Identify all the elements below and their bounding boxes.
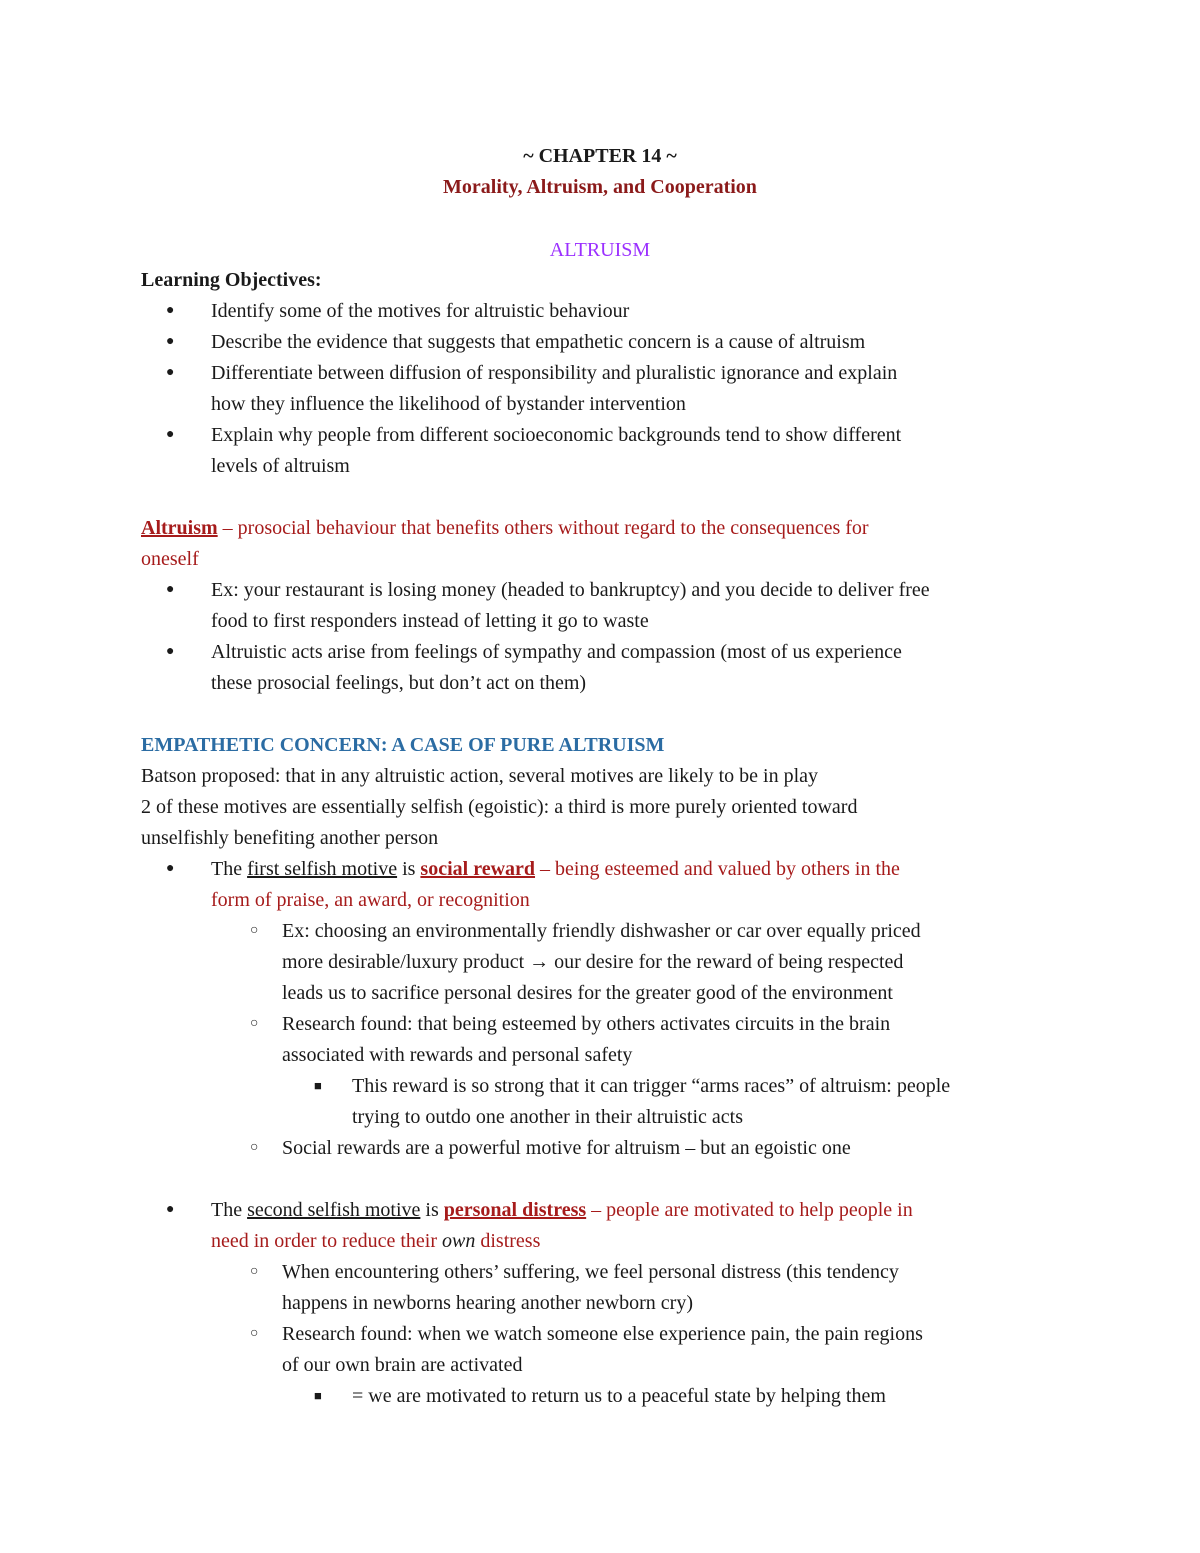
altruism-bullet-cont: these prosocial feelings, but don’t act on them) <box>211 672 587 694</box>
bullet-icon: ● <box>166 861 175 876</box>
motive1-sub-cont: leads us to sacrifice personal desires for the greater good of the environment <box>282 982 893 1004</box>
motive2-def2a: need in order to reduce their <box>211 1230 443 1252</box>
altruism-definition <box>141 516 869 540</box>
objective-item: Identify some of the motives for altruistic behaviour <box>211 300 630 322</box>
chapter-number: ~ CHAPTER 14 ~ <box>523 145 677 167</box>
motive2-mid: is <box>420 1199 444 1221</box>
motive1-sub-cont: associated with rewards and personal safety <box>282 1044 633 1066</box>
bullet-icon: ● <box>166 365 175 380</box>
objective-item: Explain why people from different socioeconomic backgrounds tend to show different <box>211 424 902 446</box>
altruism-bullet: Ex: your restaurant is losing money (headed to bankruptcy) and you decide to deliver free <box>211 579 930 601</box>
motive1-subsub: This reward is so strong that it can trigger “arms races” of altruism: people <box>352 1075 951 1097</box>
motive1-sub: Social rewards are a powerful motive for altruism – but an egoistic one <box>282 1137 851 1159</box>
altruism-def-cont: oneself <box>141 548 199 570</box>
motive2-def2b: own <box>442 1230 476 1252</box>
motive1-sub: Research found: that being esteemed by others activates circuits in the brain <box>282 1013 891 1035</box>
objective-item: Differentiate between diffusion of responsibility and pluralistic ignorance and explain <box>211 362 898 384</box>
motive1-subsub-cont: trying to outdo one another in their altruistic acts <box>352 1106 744 1128</box>
objective-item: Describe the evidence that suggests that empathetic concern is a cause of altruism <box>211 331 866 353</box>
bullet-icon: ● <box>166 427 175 442</box>
motive2-underline: second selfish motive <box>247 1199 421 1221</box>
motive1-term: social reward <box>420 858 536 880</box>
empathetic-heading: EMPATHETIC CONCERN: A CASE OF PURE ALTRUISM <box>141 734 665 756</box>
motive1-mid: is <box>397 858 421 880</box>
bullet-icon: ● <box>166 644 175 659</box>
square-bullet-icon: ■ <box>314 1388 322 1403</box>
motive1-pre: The <box>211 858 248 880</box>
circle-bullet-icon: ○ <box>250 1264 259 1279</box>
motive2-sub: When encountering others’ suffering, we feel personal distress (this tendency <box>282 1261 899 1283</box>
section-heading: ALTRUISM <box>549 239 651 261</box>
motive2-def2c: distress <box>475 1230 541 1252</box>
motive2-def-cont <box>211 1229 540 1253</box>
motive1-def: – being esteemed and valued by others in the <box>535 858 900 880</box>
circle-bullet-icon: ○ <box>250 923 259 938</box>
objectives-heading: Learning Objectives: <box>141 269 322 291</box>
circle-bullet-icon: ○ <box>250 1016 259 1031</box>
altruism-bullet: Altruistic acts arise from feelings of sympathy and compassion (most of us experience <box>211 641 902 663</box>
circle-bullet-icon: ○ <box>250 1140 259 1155</box>
motive1-sub-cont: more desirable/luxury product → our desire for the reward of being respected <box>282 951 904 973</box>
motive1-def-cont: form of praise, an award, or recognition <box>211 889 530 911</box>
motive2-sub-cont: of our own brain are activated <box>282 1354 523 1376</box>
objective-item-cont: levels of altruism <box>211 455 350 477</box>
motive2-sub-cont: happens in newborns hearing another newborn cry) <box>282 1292 693 1314</box>
bullet-icon: ● <box>166 334 175 349</box>
bullet-icon: ● <box>166 1202 175 1217</box>
motive1-underline: first selfish motive <box>247 858 398 880</box>
motive2-pre: The <box>211 1199 248 1221</box>
bullet-icon: ● <box>166 582 175 597</box>
motive1-line <box>211 857 900 881</box>
objective-item-cont: how they influence the likelihood of bystander intervention <box>211 393 686 415</box>
altruism-term: Altruism <box>141 517 218 539</box>
motive2-def: – people are motivated to help people in <box>586 1199 913 1221</box>
circle-bullet-icon: ○ <box>250 1326 259 1341</box>
empathetic-line: 2 of these motives are essentially selfish (egoistic): a third is more purely oriented toward <box>141 796 858 818</box>
motive2-sub: Research found: when we watch someone else experience pain, the pain regions <box>282 1323 923 1345</box>
square-bullet-icon: ■ <box>314 1078 322 1093</box>
altruism-bullet-cont: food to first responders instead of letting it go to waste <box>211 610 649 632</box>
bullet-icon: ● <box>166 303 175 318</box>
empathetic-line: unselfishly benefiting another person <box>141 827 439 849</box>
empathetic-line: Batson proposed: that in any altruistic action, several motives are likely to be in play <box>141 765 819 787</box>
motive2-line <box>211 1198 913 1222</box>
motive1-sub: Ex: choosing an environmentally friendly dishwasher or car over equally priced <box>282 920 921 942</box>
chapter-title: Morality, Altruism, and Cooperation <box>443 176 757 198</box>
motive2-subsub: = we are motivated to return us to a peaceful state by helping them <box>352 1385 886 1407</box>
motive2-term: personal distress <box>443 1199 587 1221</box>
altruism-def-text: – prosocial behaviour that benefits others without regard to the consequences for <box>217 517 869 539</box>
